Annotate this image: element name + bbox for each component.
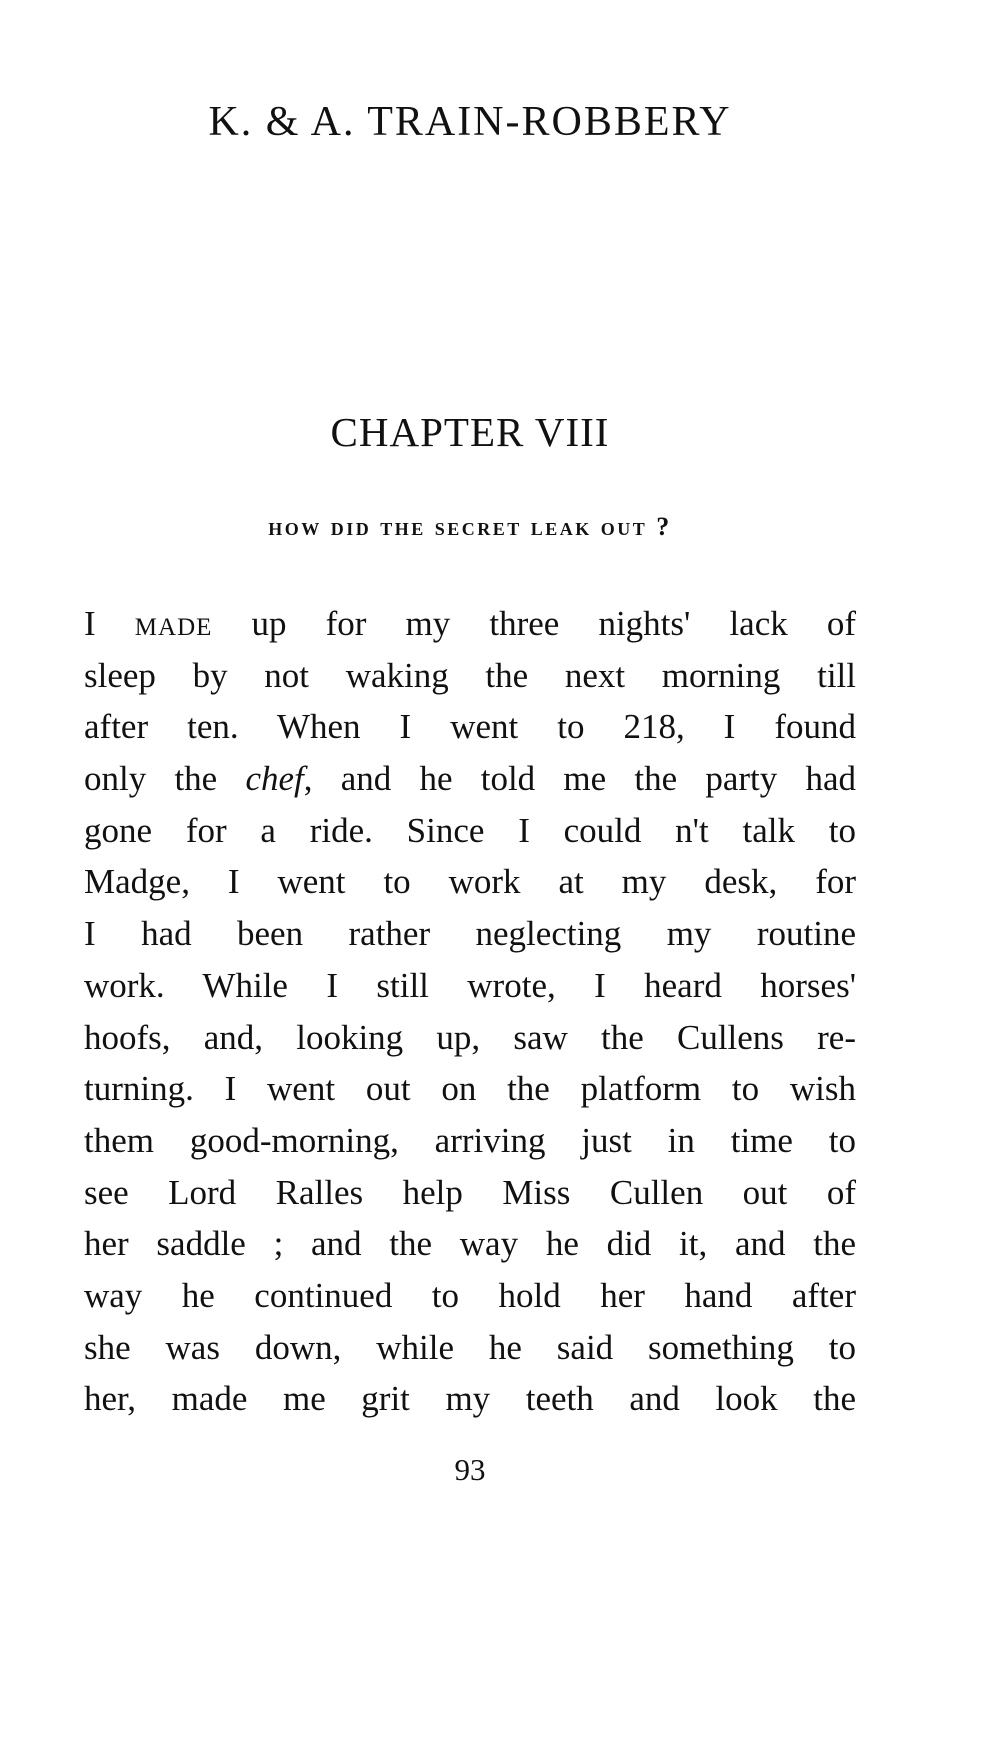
text-line-4-after: , and he told me the party had [303,759,857,799]
italic-word: chef [245,759,304,799]
text-line-14: way he continued to hold her hand after [84,1275,856,1315]
text-line-9: hoofs, and, looking up, saw the Cullens re- [84,1017,856,1057]
small-caps-word: made [134,604,213,643]
text-line-3: after ten. When I went to 218, I found [84,707,856,747]
chapter-subtitle-text: how did the secret leak out [268,512,648,541]
chapter-title: CHAPTER VIII [330,409,610,455]
chapter-subtitle-mark: ? [656,512,672,541]
text-line-8: work. While I still wrote, I heard horses' [84,965,856,1005]
text-line-4-before: only the [84,759,246,799]
text-line-1-rest: up for my three nights' lack of [212,604,857,643]
initial-word: I [84,604,135,643]
text-line-16: her, made me grit my teeth and look the [84,1379,856,1419]
text-line-5: gone for a ride. Since I could n't talk to [84,810,856,850]
running-head: K. & A. TRAIN-ROBBERY [208,99,732,145]
text-line-6: Madge, I went to work at my desk, for [84,862,856,902]
text-line-2: sleep by not waking the next morning till [84,655,856,695]
text-line-10: turning. I went out on the platform to wish [84,1069,856,1109]
body-text [84,598,856,1425]
text-line-15: she was down, while he said something to [84,1327,856,1367]
text-line-12: see Lord Ralles help Miss Cullen out of [84,1172,856,1212]
chapter-subtitle [0,512,940,542]
text-line-7: I had been rather neglecting my routine [84,914,856,954]
text-line-13: her saddle ; and the way he did it, and the [84,1224,856,1264]
page-number: 93 [454,1452,486,1487]
text-line-4 [84,753,856,805]
text-line-11: them good-morning, arriving just in time to [84,1120,856,1160]
text-line-1 [84,598,856,650]
